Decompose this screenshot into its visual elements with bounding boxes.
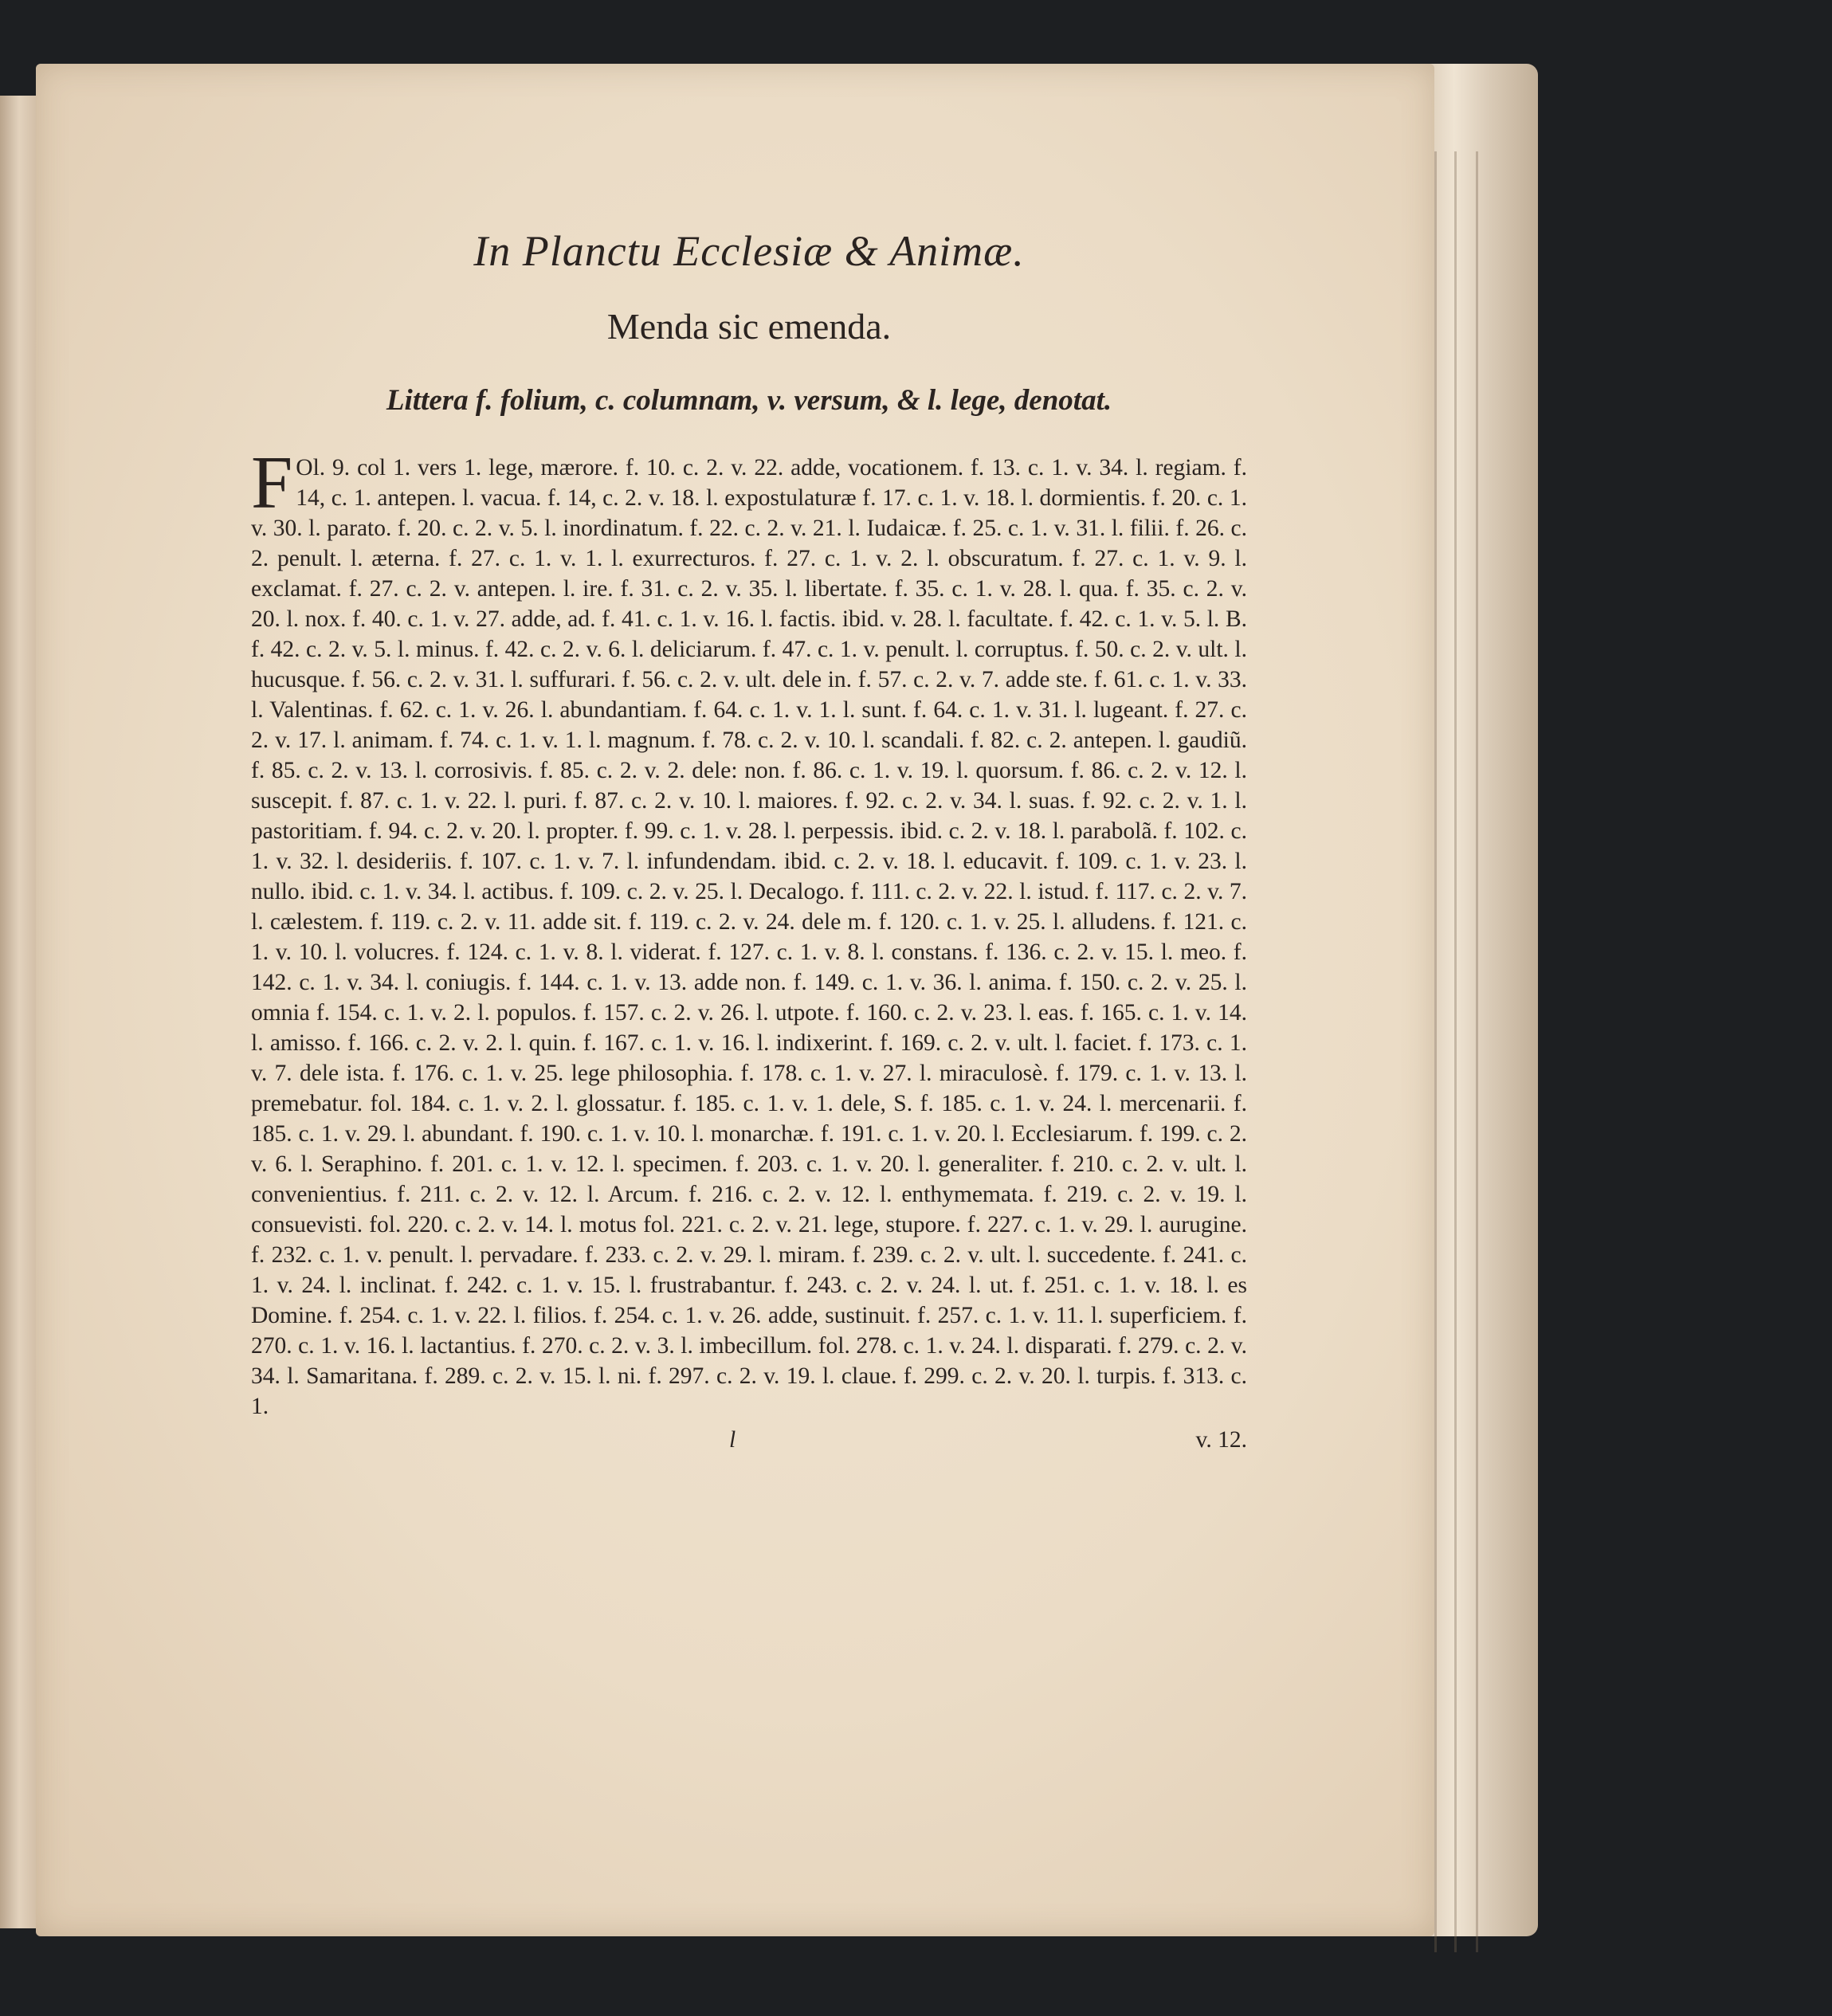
abbreviation-key: Littera f. folium, c. columnam, v. versum, & l. lege, denotat. — [386, 384, 1112, 417]
signature-mark: l — [729, 1427, 736, 1453]
page-heading: Menda sic emenda. — [606, 306, 892, 347]
catchword: v. 12. — [1195, 1427, 1247, 1453]
errata-text — [251, 441, 1247, 1422]
page-edge-line — [1454, 151, 1457, 1952]
page-content — [251, 223, 1247, 1737]
book-page — [36, 64, 1434, 1936]
page-edge-line — [1434, 151, 1437, 1952]
drop-cap: F — [251, 441, 293, 524]
catchword-row — [251, 1425, 1247, 1457]
page-edge-line — [1476, 151, 1478, 1952]
running-title: In Planctu Ecclesiæ & Animæ. — [473, 227, 1025, 275]
errata-body: Ol. 9. col 1. vers 1. lege, mærore. f. 10. c. 2. v. 22. adde, vocationem. f. 13. c. 1. v. 34. l. regiam. f. 14, c. 1. antepen. l. vacua. f. 14, c. 2. v. 18. l. expostulaturæ f. 17. c. 1. v. 18. l. dormientis. f. 20. c. 1. v. 30. l. parato. f. 20. c. 2. v. 5. l. inordinatum. f. 22. c. 2. v. 21. l. Iudaicæ. f. 25. c. 1. v. 31. l. filii. f. 26. c. 2. penult. l. æterna. f. 27. c. 1. v. 1. l. exurrecturos. f. 27. c. 1. v. 2. l. obscuratum. f. 27. c. 1. v. 9. l. exclamat. f. 27. c. 2. v. antepen. l. ire. f. 31. c. 2. v. 35. l. libertate. f. 35. c. 1. v. 28. l. qua. f. 35. c. 2. v. 20. l. nox. f. 40. c. 1. v. 27. adde, ad. f. 41. c. 1. v. 16. l. factis. ibid. v. 28. l. facultate. f. 42. c. 1. v. 5. l. B. f. 42. c. 2. v. 5. l. minus. f. 42. c. 2. v. 6. l. deliciarum. f. 47. c. 1. v. penult. l. corruptus. f. 50. c. 2. v. ult. l. hucusque. f. 56. c. 2. v. 31. l. suffurari. f. 56. c. 2. v. ult. dele in. f. 57. c. 2. v. 7. adde ste. f. 61. c. 1. v. 33. l. Valentinas. f. 62. c. 1. v. 26. l. abundantiam. f. 64. c. 1. v. 1. l. sunt. f. 64. c. 1. v. 31. l. lugeant. f. 27. c. 2. v. 17. l. animam. f. 74. c. 1. v. 1. l. magnum. f. 78. c. 2. v. 10. l. scandali. f. 82. c. 2. antepen. l. gaudiũ. f. 85. c. 2. v. 13. l. corrosivis. f. 85. c. 2. v. 2. dele: non. f. 86. c. 1. v. 19. l. quorsum. f. 86. c. 2. v. 12. l. suscepit. f. 87. c. 1. v. 22. l. puri. f. 87. c. 2. v. 10. l. maiores. f. 92. c. 2. v. 34. l. suas. f. 92. c. 2. v. 1. l. pastoritiam. f. 94. c. 2. v. 20. l. propter. f. 99. c. 1. v. 28. l. perpessis. ibid. c. 2. v. 18. l. parabolã. f. 102. c. 1. v. 32. l. desideriis. f. 107. c. 1. v. 7. l. infundendam. ibid. c. 2. v. 18. l. educavit. f. 109. c. 1. v. 23. l. nullo. ibid. c. 1. v. 34. l. actibus. f. 109. c. 2. v. 25. l. Decalogo. f. 111. c. 2. v. 22. l. istud. f. 117. c. 2. v. 7. l. cælestem. f. 119. c. 2. v. 11. adde sit. f. 119. c. 2. v. 24. dele m. f. 120. c. 1. v. 25. l. alludens. f. 121. c. 1. v. 10. l. volucres. f. 124. c. 1. v. 8. l. viderat. f. 127. c. 1. v. 8. l. constans. f. 136. c. 2. v. 15. l. meo. f. 142. c. 1. v. 34. l. coniugis. f. 144. c. 1. v. 13. adde non. f. 149. c. 1. v. 36. l. anima. f. 150. c. 2. v. 25. l. omnia f. 154. c. 1. v. 2. l. populos. f. 157. c. 2. v. 26. l. utpote. f. 160. c. 2. v. 23. l. eas. f. 165. c. 1. v. 14. l. amisso. f. 166. c. 2. v. 2. l. quin. f. 167. c. 1. v. 16. l. indixerint. f. 169. c. 2. v. ult. l. faciet. f. 173. c. 1. v. 7. dele ista. f. 176. c. 1. v. 25. lege philosophia. f. 178. c. 1. v. 27. l. miraculosè. f. 179. c. 1. v. 13. l. premebatur. fol. 184. c. 1. v. 2. l. glossatur. f. 185. c. 1. v. 1. dele, S. f. 185. c. 1. v. 24. l. mercenarii. f. 185. c. 1. v. 29. l. abundant. f. 190. c. 1. v. 10. l. monarchæ. f. 191. c. 1. v. 20. l. Ecclesiarum. f. 199. c. 2. v. 6. l. Seraphino. f. 201. c. 1. v. 12. l. specimen. f. 203. c. 1. v. 20. l. generaliter. f. 210. c. 2. v. ult. l. convenientius. f. 211. c. 2. v. 12. l. Arcum. f. 216. c. 2. v. 12. l. enthymemata. f. 219. c. 2. v. 19. l. consuevisti. fol. 220. c. 2. v. 14. l. motus fol. 221. c. 2. v. 21. lege, stupore. f. 227. c. 1. v. 29. l. aurugine. f. 232. c. 1. v. penult. l. pervadare. f. 233. c. 2. v. 29. l. miram. f. 239. c. 2. v. ult. l. succedente. f. 241. c. 1. v. 24. l. inclinat. f. 242. c. 1. v. 15. l. frustrabantur. f. 243. c. 2. v. 24. l. ut. f. 251. c. 1. v. 18. l. es Domine. f. 254. c. 1. v. 22. l. filios. f. 254. c. 1. v. 26. adde, sustinuit. f. 257. c. 1. v. 11. l. superficiem. f. 270. c. 1. v. 16. l. lactantius. f. 270. c. 2. v. 3. l. imbecillum. fol. 278. c. 1. v. 24. l. disparati. f. 279. c. 2. v. 34. l. Samaritana. f. 289. c. 2. v. 15. l. ni. f. 297. c. 2. v. 19. l. claue. f. 299. c. 2. v. 20. l. turpis. f. 313. c. 1. — [251, 455, 1247, 1419]
page-edges — [1418, 64, 1538, 1936]
